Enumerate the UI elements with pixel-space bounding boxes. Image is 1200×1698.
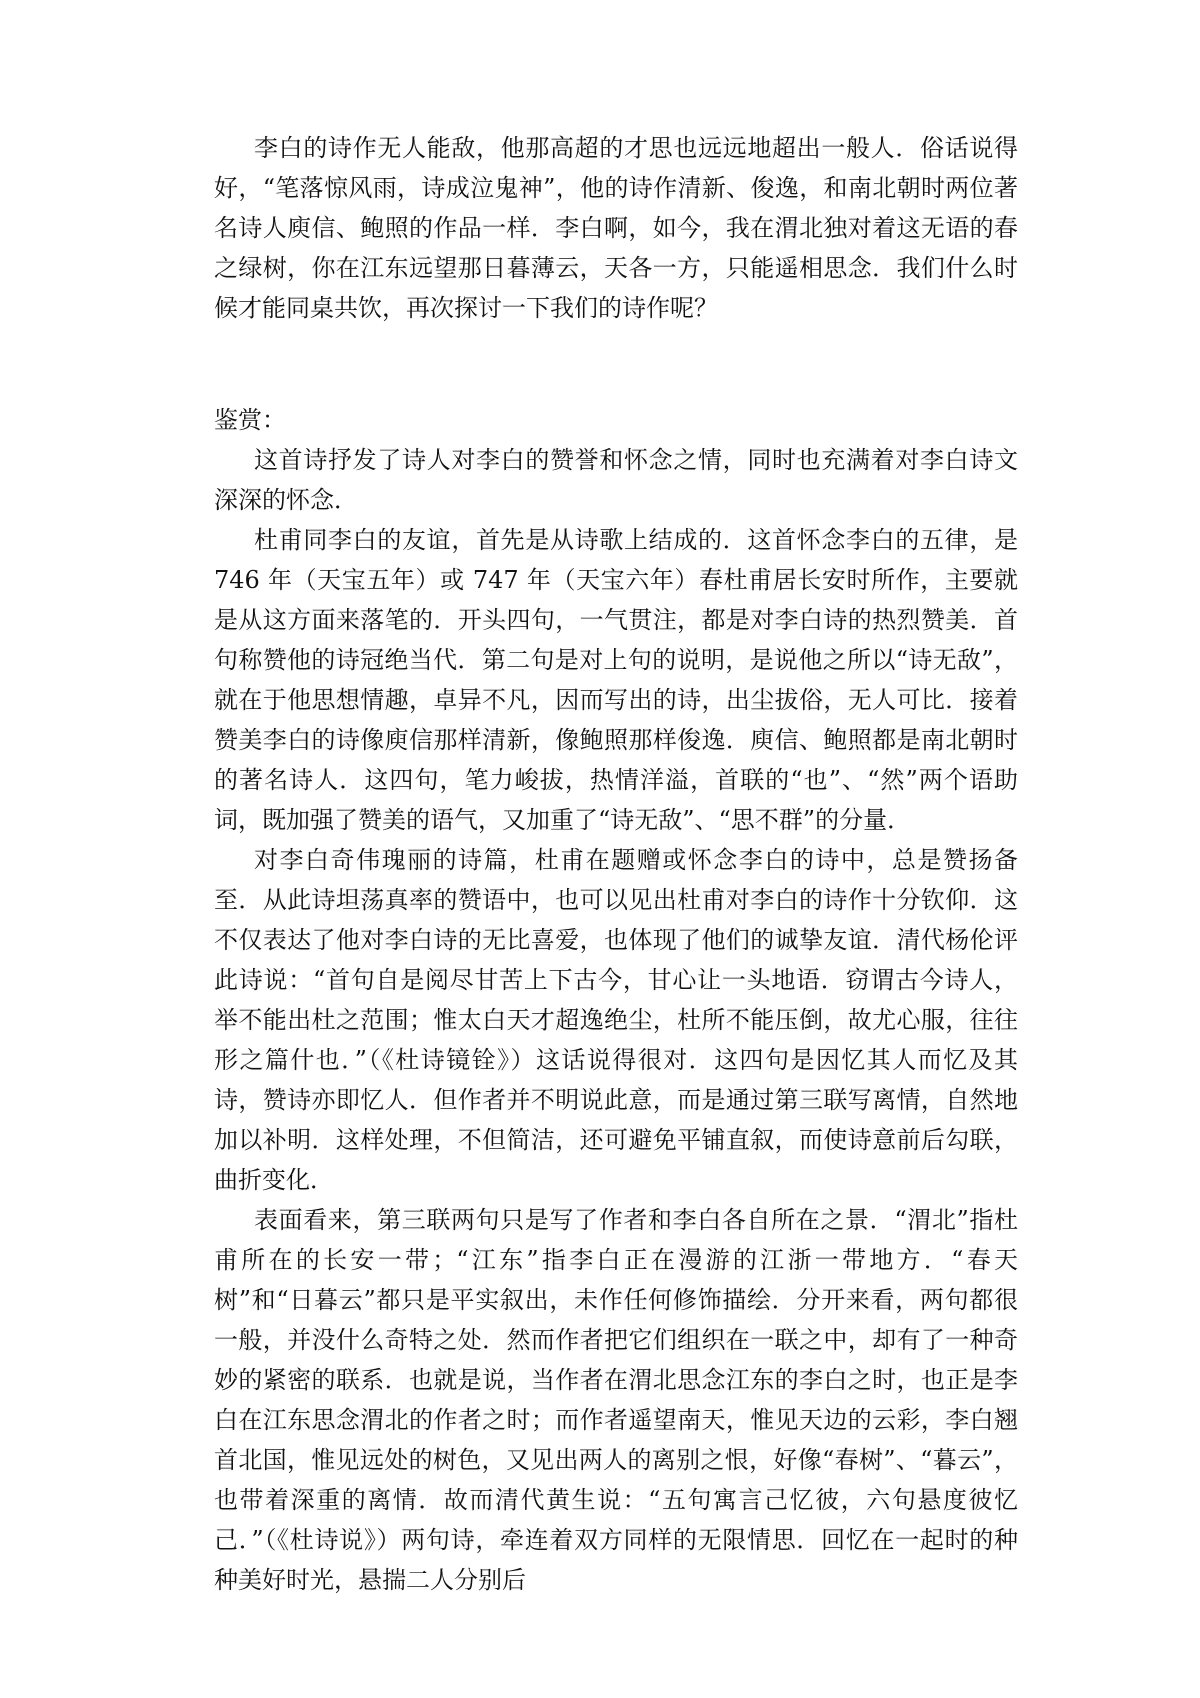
translation-paragraph: 李白的诗作无人能敌，他那高超的才思也远远地超出一般人．俗话说得好，“笔落惊风雨，诗成泣鬼神”，他的诗作清新、俊逸，和南北朝时两位著名诗人庾信、鲍照的作品一样．李白啊，如今，我在渭北独对着这无语的春之绿树，你在江东远望那日暮薄云，天各一方，只能遥相思念．我们什么时候才能同桌共饮，再次探讨一下我们的诗作呢？ [214, 134, 1018, 322]
appreciation-paragraph-3: 对李白奇伟瑰丽的诗篇，杜甫在题赠或怀念李白的诗中，总是赞扬备至．从此诗坦荡真率的赞语中，也可以见出杜甫对李白的诗作十分钦仰．这不仅表达了他对李白诗的无比喜爱，也体现了他们的诚挚友谊．清代杨伦评此诗说：“首句自是阅尽甘苦上下古今，甘心让一头地语．窃谓古今诗人，举不能出杜之范围；惟太白天才超逸绝尘，杜所不能压倒，故尤心服，往往形之篇什也．”（《杜诗镜铨》）这话说得很对．这四句是因忆其人而忆及其诗，赞诗亦即忆人．但作者并不明说此意，而是通过第三联写离情，自然地加以补明．这样处理，不但简洁，还可避免平铺直叙，而使诗意前后勾联，曲折变化． [214, 846, 1018, 1194]
appreciation-paragraph-1: 这首诗抒发了诗人对李白的赞誉和怀念之情，同时也充满着对李白诗文深深的怀念． [214, 446, 1018, 514]
appreciation-paragraph-4: 表面看来，第三联两句只是写了作者和李白各自所在之景．“渭北”指杜甫所在的长安一带；“江东”指李白正在漫游的江浙一带地方．“春天树”和“日暮云”都只是平实叙出，未作任何修饰描绘．分开来看，两句都很一般，并没什么奇特之处．然而作者把它们组织在一联之中，却有了一种奇妙的紧密的联系．也就是说，当作者在渭北思念江东的李白之时，也正是李白在江东思念渭北的作者之时；而作者遥望南天，惟见天边的云彩，李白翘首北国，惟见远处的树色，又见出两人的离别之恨，好像“春树”、“暮云”，也带着深重的离情．故而清代黄生说：“五句寓言己忆彼，六句悬度彼忆己．”（《杜诗说》）两句诗，牵连着双方同样的无限情思．回忆在一起时的种种美好时光，悬揣二人分别后 [214, 1206, 1018, 1594]
appreciation-heading: 鉴赏： [214, 406, 286, 434]
appreciation-paragraph-2: 杜甫同李白的友谊，首先是从诗歌上结成的．这首怀念李白的五律，是 746 年（天宝五年）或 747 年（天宝六年）春杜甫居长安时所作，主要就是从这方面来落笔的．开头四句，一气贯注，都是对李白诗的热烈赞美．首句称赞他的诗冠绝当代．第二句是对上句的说明，是说他之所以“诗无敌”，就在于他思想情趣，卓异不凡，因而写出的诗，出尘拔俗，无人可比．接着赞美李白的诗像庾信那样清新，像鲍照那样俊逸．庾信、鲍照都是南北朝时的著名诗人．这四句，笔力峻拔，热情洋溢，首联的“也”、“然”两个语助词，既加强了赞美的语气，又加重了“诗无敌”、“思不群”的分量． [214, 526, 1018, 834]
appreciation-body [214, 440, 1018, 1600]
